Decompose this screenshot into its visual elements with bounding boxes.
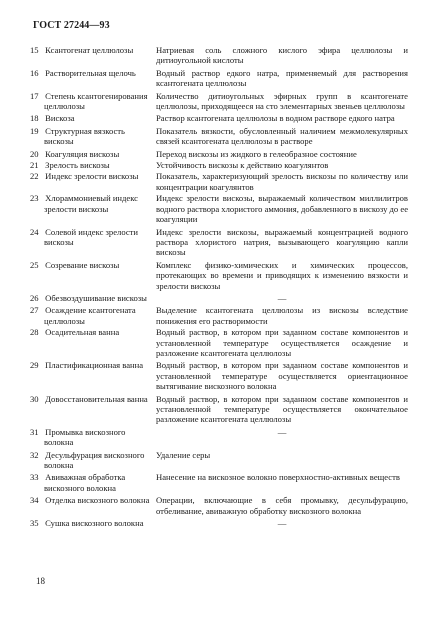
term-name bbox=[30, 193, 152, 214]
term-entry bbox=[30, 91, 408, 112]
term-name bbox=[30, 68, 152, 78]
term-entry bbox=[30, 293, 408, 303]
term-name bbox=[30, 160, 152, 170]
term-name bbox=[30, 394, 152, 404]
term-text: Осадительная ванна bbox=[45, 327, 120, 338]
term-text: Осаждение ксантогената целлюлозы bbox=[44, 305, 136, 326]
term-text: Зрелость вискозы bbox=[45, 160, 110, 171]
term-number: 21 bbox=[30, 160, 39, 171]
term-name bbox=[30, 495, 152, 505]
term-name bbox=[30, 360, 152, 370]
term-entry bbox=[30, 126, 408, 147]
term-text: Отделка вискозного волокна bbox=[45, 495, 150, 506]
term-number: 34 bbox=[30, 495, 39, 506]
term-number: 17 bbox=[30, 90, 39, 101]
term-number: 33 bbox=[30, 472, 39, 483]
term-number: 32 bbox=[30, 449, 39, 460]
terms-list bbox=[30, 45, 408, 528]
term-text: Авиважная обработка вискозного волокна bbox=[44, 472, 126, 493]
term-definition: — bbox=[277, 426, 287, 437]
term-number: 18 bbox=[30, 113, 39, 124]
term-name bbox=[30, 126, 152, 147]
term-name bbox=[30, 45, 152, 55]
term-definition: Водный раствор едкого натра, применяемый для растворения ксантогената целлюлозы bbox=[156, 67, 408, 89]
term-name bbox=[30, 227, 152, 248]
term-number: 27 bbox=[30, 305, 39, 316]
term-definition: Водный раствор, в котором при заданном составе компонентов и установленной температуре осуществляется осаждение и разложение ксантогената целлюлозы bbox=[156, 327, 408, 358]
term-name bbox=[30, 171, 152, 181]
term-definition: Индекс зрелости вискозы, выражаемый количеством миллилитров водного раствора хлористого аммония, добавленного в вискозу до ее коагуляции bbox=[156, 193, 409, 225]
term-definition: Натриевая соль сложного кислого эфира целлюлозы и дитиоугольной кислоты bbox=[156, 45, 408, 66]
term-entry bbox=[30, 360, 408, 391]
term-definition: Переход вискозы из жидкого в гелеобразное состояние bbox=[156, 148, 357, 159]
term-number: 25 bbox=[30, 259, 39, 270]
term-text: Индекс зрелости вискозы bbox=[45, 171, 139, 182]
term-definition: Устойчивость вискозы к действию коагулянтов bbox=[156, 160, 329, 171]
term-number: 26 bbox=[30, 292, 39, 303]
term-name bbox=[30, 518, 152, 528]
term-text: Созревание вискозы bbox=[45, 259, 120, 270]
term-text: Коагуляция вискозы bbox=[45, 148, 120, 159]
term-number: 20 bbox=[30, 148, 39, 159]
term-name bbox=[30, 260, 152, 270]
term-number: 16 bbox=[30, 67, 39, 78]
term-name bbox=[30, 472, 152, 493]
term-text: Степень ксантогенирования целлюлозы bbox=[44, 90, 148, 112]
term-entry bbox=[30, 305, 408, 326]
term-text: Обезвоздушивание вискозы bbox=[45, 292, 147, 303]
term-name bbox=[30, 427, 152, 448]
term-entry bbox=[30, 327, 408, 358]
term-text: Растворительная щелочь bbox=[45, 67, 136, 78]
term-number: 15 bbox=[30, 45, 39, 55]
term-definition: Операции, включающие в себя промывку, десульфурацию, отбеливание, авиважную обработку вискозного волокна bbox=[156, 495, 408, 516]
term-number: 31 bbox=[30, 426, 39, 437]
term-definition: Показатель вязкости, обусловленный наличием межмолекулярных связей ксантогената целлюлозы в растворе bbox=[156, 125, 408, 147]
term-definition: Нанесение на вискозное волокно поверхностно-активных веществ bbox=[156, 472, 400, 483]
term-entry bbox=[30, 113, 408, 123]
term-text: Ксантогенат целлюлозы bbox=[45, 45, 134, 55]
term-entry bbox=[30, 227, 408, 258]
term-entry bbox=[30, 171, 408, 192]
term-text: Хлораммониевый индекс зрелости вискозы bbox=[44, 193, 138, 214]
term-text: Сушка вискозного волокна bbox=[45, 518, 144, 529]
term-name bbox=[30, 450, 152, 471]
page-number: 18 bbox=[36, 576, 45, 586]
term-text: Вискоза bbox=[45, 113, 75, 124]
term-entry bbox=[30, 260, 408, 291]
term-definition: Индекс зрелости вискозы, выражаемый концентрацией водного раствора хлористого натрия, вызывающего коагуляцию капли вискозы bbox=[156, 226, 408, 258]
term-text: Структурная вязкость вискозы bbox=[44, 125, 125, 147]
term-name bbox=[30, 149, 152, 159]
term-number: 30 bbox=[30, 393, 39, 404]
term-name bbox=[30, 327, 152, 337]
term-number: 19 bbox=[30, 125, 39, 136]
term-definition: — bbox=[277, 292, 287, 303]
term-number: 22 bbox=[30, 171, 39, 182]
term-number: 23 bbox=[30, 193, 39, 204]
term-entry bbox=[30, 472, 408, 493]
term-entry bbox=[30, 160, 408, 170]
term-number: 35 bbox=[30, 518, 39, 529]
term-definition: Раствор ксантогената целлюлозы в водном растворе едкого натра bbox=[156, 113, 395, 124]
term-text: Пластификационная ванна bbox=[45, 360, 144, 371]
term-definition: — bbox=[277, 518, 287, 529]
term-definition: Водный раствор, в котором при заданном составе компонентов и установленной температуре осуществляется ориентационное вытягивание вискозного волокна bbox=[156, 360, 408, 392]
term-number: 29 bbox=[30, 360, 39, 371]
term-definition: Комплекс физико-химических и химических процессов, протекающих во времени и приводящих к изменению вязкости и зрелости вискозы bbox=[156, 259, 408, 291]
term-text: Солевой индекс зрелости вискозы bbox=[44, 226, 139, 247]
term-text: Промывка вискозного волокна bbox=[44, 426, 126, 448]
term-entry bbox=[30, 45, 408, 66]
term-entry bbox=[30, 149, 408, 159]
term-name bbox=[30, 113, 152, 123]
term-number: 24 bbox=[30, 226, 39, 237]
term-text: Довосстановительная ванна bbox=[45, 393, 148, 404]
term-entry bbox=[30, 450, 408, 471]
term-entry bbox=[30, 427, 408, 448]
term-definition: Выделение ксантогената целлюлозы из вискозы вследствие понижения его растворимости bbox=[156, 305, 408, 326]
term-entry bbox=[30, 193, 408, 224]
term-name bbox=[30, 293, 152, 303]
term-definition: Показатель, характеризующий зрелость вискозы по количеству или концентрации коагулянтов bbox=[156, 171, 408, 192]
term-name bbox=[30, 91, 152, 112]
term-entry bbox=[30, 394, 408, 425]
term-entry bbox=[30, 518, 408, 528]
term-entry bbox=[30, 495, 408, 516]
term-number: 28 bbox=[30, 327, 39, 338]
term-name bbox=[30, 305, 152, 326]
standard-header: ГОСТ 27244—93 bbox=[33, 20, 110, 31]
term-definition: Удаление серы bbox=[156, 449, 211, 460]
term-entry bbox=[30, 68, 408, 89]
term-definition: Количество дитиоугольных эфирных групп в ксантогенате целлюлозы, приходящееся на сто элементарных звеньев целлюлозы bbox=[156, 90, 408, 112]
term-definition: Водный раствор, в котором при заданном составе компонентов и установленной температуре осуществляется окончательное разложение ксантогената целлюлозы bbox=[156, 393, 408, 425]
term-text: Десульфурация вискозного волокна bbox=[44, 449, 145, 471]
